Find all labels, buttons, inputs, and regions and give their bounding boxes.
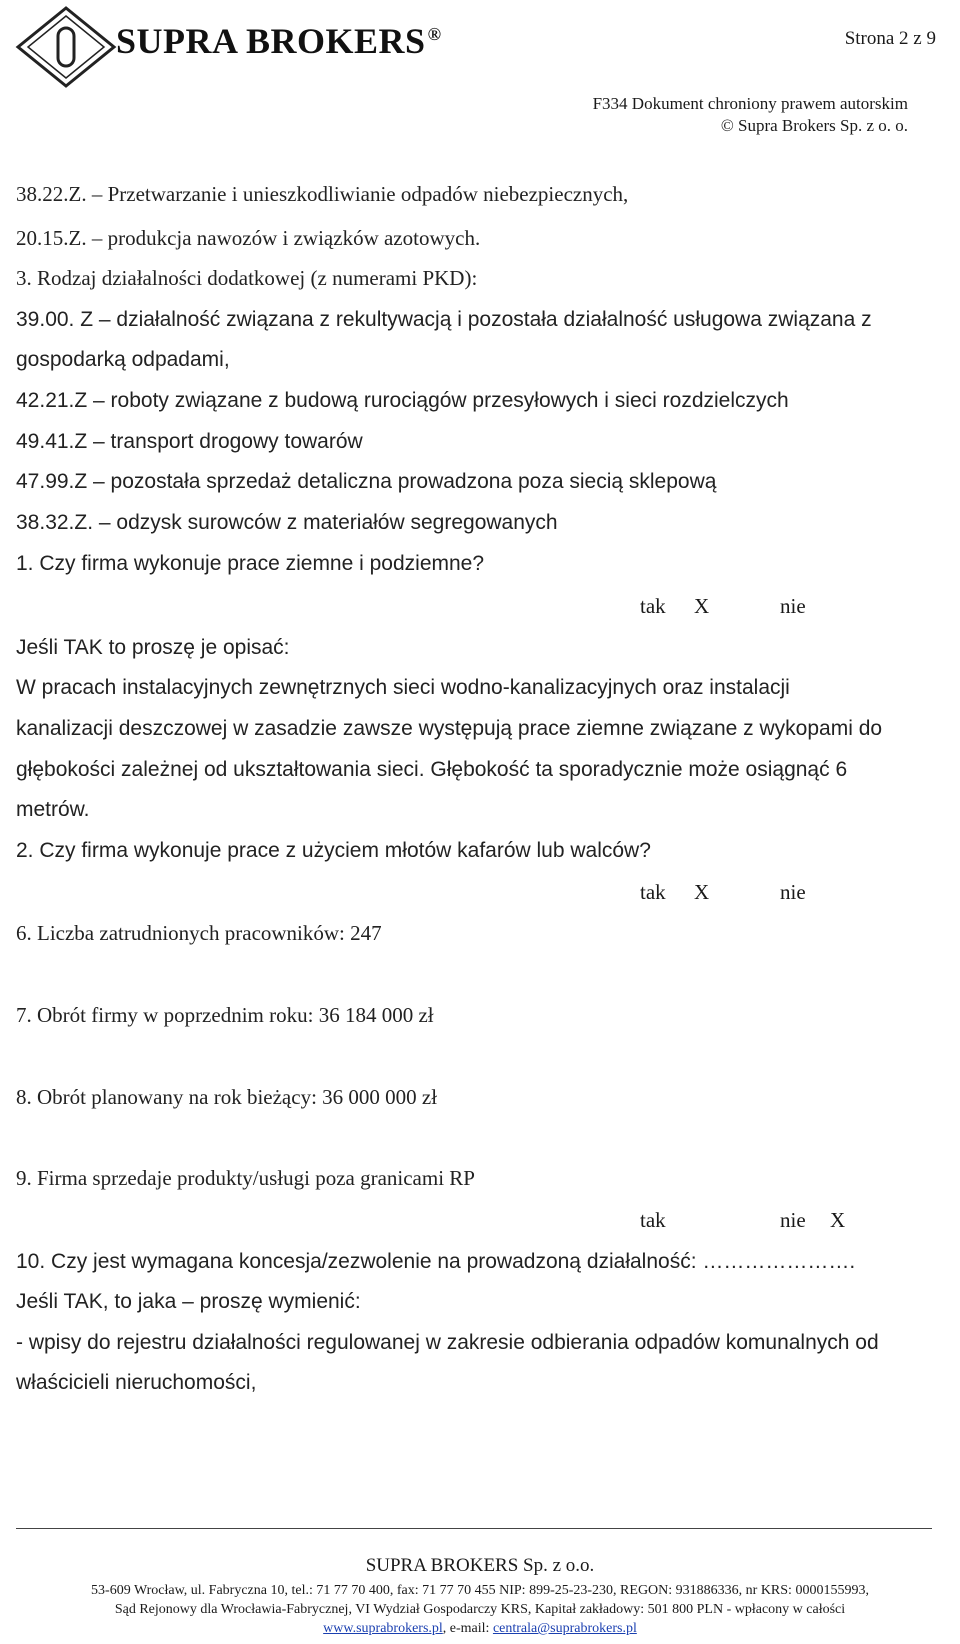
footer-company: SUPRA BROKERS Sp. z o.o. (365, 1555, 595, 1576)
q1-description-text: metrów. (16, 798, 90, 821)
q10-label: Jeśli TAK, to jaka – proszę wymienić: (16, 1290, 361, 1313)
pkd-line: 47.99.Z – pozostała sprzedaż detaliczna prowadzona poza siecią sklepową (16, 470, 717, 493)
q2-answer-mark: X (694, 880, 710, 904)
q9-answer-mark: X (830, 1208, 846, 1232)
q1-description-text: głębokości zależnej od ukształtowania sieci. Głębokość ta sporadycznie może osiągnąć 6 (16, 758, 848, 781)
doc-note-line-1: F334 Dokument chroniony prawem autorskim (592, 94, 908, 113)
email-link[interactable]: centrala@suprabrokers.pl (492, 1621, 637, 1636)
question-1: 1. Czy firma wykonuje prace ziemne i podziemne? (16, 552, 485, 575)
question-10: 10. Czy jest wymagana koncesja/zezwolenie na prowadzoną działalność: …………………. (16, 1250, 856, 1273)
pkd-line: 20.15.Z. – produkcja nawozów i związków azotowych. (16, 226, 481, 250)
footer-contact (0, 1621, 960, 1637)
footer-registry: Sąd Rejonowy dla Wrocławia-Fabrycznej, VI Wydział Gospodarczy KRS, Kapitał zakładowy: 501 800 PLN - wpłacony w całości (114, 1602, 846, 1617)
q9-option-nie: nie (780, 1208, 806, 1232)
q1-answer-mark: X (694, 594, 710, 618)
q9-option-tak: tak (640, 1208, 666, 1232)
pkd-line: 39.00. Z – działalność związana z rekultywacją i pozostała działalność usługowa związana z (16, 308, 872, 331)
q2-option-nie: nie (780, 880, 806, 904)
email-label: , e-mail: (442, 1621, 493, 1636)
page-number: Strona 2 z 9 (844, 28, 936, 49)
q1-option-tak: tak (640, 594, 666, 618)
footer-address: 53-609 Wrocław, ul. Fabryczna 10, tel.: 71 77 70 400, fax: 71 77 70 455 NIP: 899-25-23-230, REGON: 931886336, nr KRS: 0000155993, (91, 1583, 869, 1598)
planned-turnover: 8. Obrót planowany na rok bieżący: 36 000 000 zł (16, 1085, 438, 1109)
doc-note-line-2: © Supra Brokers Sp. z o. o. (720, 116, 908, 135)
pkd-line: 49.41.Z – transport drogowy towarów (16, 430, 363, 453)
q1-description-label: Jeśli TAK to proszę je opisać: (16, 636, 290, 659)
pkd-line: 42.21.Z – roboty związane z budową rurociągów przesyłowych i sieci rozdzielczych (16, 389, 789, 412)
q1-description-text: W pracach instalacyjnych zewnętrznych sieci wodno-kanalizacyjnych oraz instalacji (16, 676, 790, 699)
copyright-note (593, 93, 908, 137)
q1-description-text: kanalizacji deszczowej w zasadzie zawsze występują prace ziemne związane z wykopami do (16, 717, 883, 740)
registered-mark: ® (427, 24, 442, 44)
q10-answer: - wpisy do rejestru działalności regulowanej w zakresie odbierania odpadów komunalnych od (16, 1331, 879, 1354)
employee-count: 6. Liczba zatrudnionych pracowników: 247 (16, 921, 382, 945)
question-9: 9. Firma sprzedaje produkty/usługi poza granicami RP (16, 1166, 475, 1190)
supra-brokers-logo (14, 6, 119, 88)
previous-year-turnover: 7. Obrót firmy w poprzednim roku: 36 184 000 zł (16, 1003, 434, 1027)
q1-option-nie: nie (780, 594, 806, 618)
pkd-line: 38.32.Z. – odzysk surowców z materiałów segregowanych (16, 511, 558, 534)
q10-answer: właścicieli nieruchomości, (16, 1371, 257, 1394)
q2-option-tak: tak (640, 880, 666, 904)
pkd-line: 38.22.Z. – Przetwarzanie i unieszkodliwianie odpadów niebezpiecznych, (16, 182, 629, 206)
question-2: 2. Czy firma wykonuje prace z użyciem młotów kafarów lub walców? (16, 839, 651, 862)
brand-name: SUPRA BROKERS ® (116, 21, 442, 61)
website-link[interactable]: www.suprabrokers.pl (323, 1621, 443, 1636)
footer-divider (16, 1528, 932, 1529)
pkd-line: gospodarką odpadami, (16, 348, 230, 371)
section-heading: 3. Rodzaj działalności dodatkowej (z numerami PKD): (16, 266, 478, 290)
